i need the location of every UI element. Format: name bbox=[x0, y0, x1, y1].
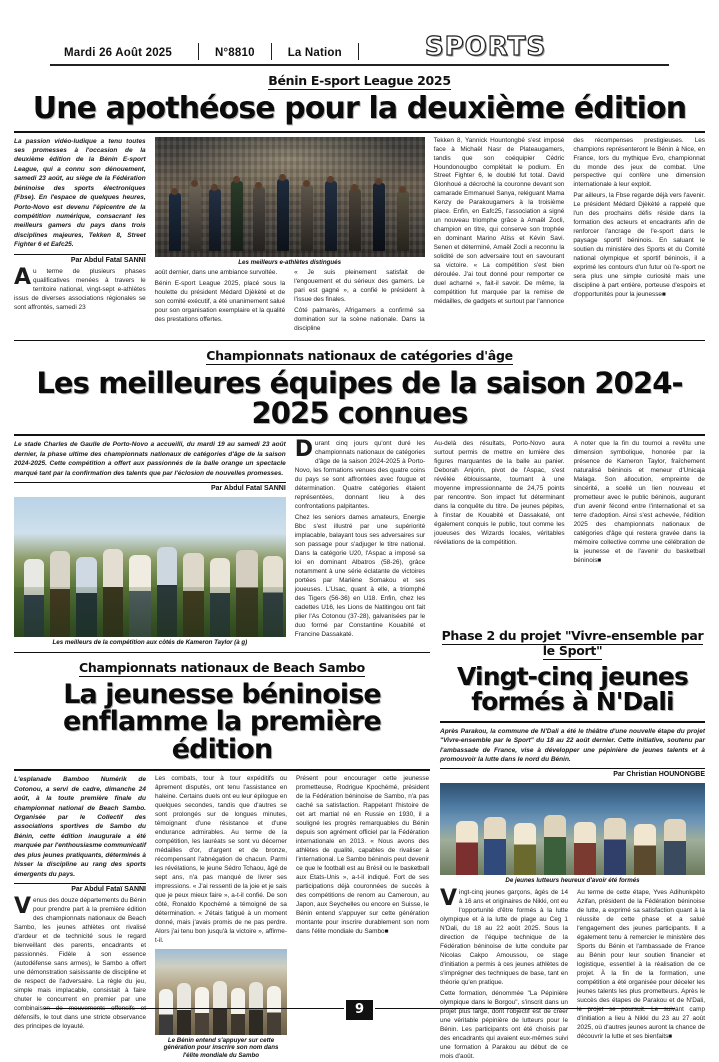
article-basket-byline: Par Abdul Fataï SANNI bbox=[14, 481, 286, 492]
article-basket-para-1: Chez les seniors dames amateurs, Energie Bbc s'est illustré par une supériorité implacable, balayant tous ses adversaires sur son passage pour s'adjuger le titre national. Dans la catégorie U20, l'Aspac a imposé sa loi en dominant Albatros (58-26), grâce notamment à une série éclatante de victoires portées par Marlène Somakou et ses joueuses. L'Usac, quant à elle, a triomphé des Tigers (56-36) en U18. Enfin, chez les cadettes U16, les Lions de Natitingou ont fait plier l'As Cotonou (37-28), galvanisées par le duo formé par Constantine Kouabité et Francine Dassakaté. bbox=[294, 514, 426, 638]
article-sambo-para-1: Les combats, tour à tour expéditifs ou âprement disputés, ont tenu l'assistance en haleine. Certains duels ont eu leur épilogue en quelques secondes, tandis que d'autres se sont prolongés sur de longues minutes, témoignant d'une résistance et d'une endurance admirables. Au terme de la compétition, les lauréats se sont vu décerner médailles d'or, d'argent et de bronze, récompensant l'abnégation de chacun. Parmi les révélations, le jeune Sédro Tchaou, âgé de sept ans, n'a pas manqué de livrer ses impressions. « J'ai ressenti de la joie et je sais que je peux mieux faire », a-t-il confié. De son côté, Ronaldo Kpochémé a témoigné de sa détermination. « J'étais fatigué à un moment donné, mais j'avais promis de ne pas perdre. Alors j'ai tenu bon jusqu'à la victoire », affirme-t-il. bbox=[155, 775, 287, 944]
article-basket-para-0: Durant cinq jours qu'ont duré les championnats nationaux de catégories d'âge de la saison 2024-2025 à Porto-Novo, les formations venues des quatre coins du pays se sont affrontées avec fougue et détermination. Quatre catégories étaient représentées, donnant lieu à des confrontations palpitantes. bbox=[294, 437, 426, 511]
article-basket bbox=[14, 340, 705, 647]
article-esport-para-1: août dernier, dans une ambiance survoltée. bbox=[154, 269, 278, 277]
article-sambo-para-0: Venus des douze départements du Bénin pour prendre part à la première édition des championnats nationaux de Beach Sambo, les jeunes athlètes ont rivalisé d'ardeur et de technicité sous le regard bienveillant des parents, encadrants et passionnés. Fidèle à son essence (autodéfense sans armes), le Sambo a offert une démonstration saisissante de discipline et de respect de l'adversaire. La règle du jeu, simple mais implacable, consistait à faire chuter le concurrent en premier par une combinaison de mouvements offensifs et défensifs, le tout dans une stricte observance des principes de loyauté. bbox=[14, 893, 147, 1030]
article-basket-para-3-lead bbox=[434, 550, 564, 559]
article-esport-chapo: La passion vidéo-ludique a tenu toutes ses promesses à l'occasion de la deuxième édition de la Bénin E-sport League, qui a connu son dénouement, samedi 23 août, au siège de la Fédération béninoise des sports électroniques (Fbse). En l'espace de quelques heures, Porto-Novo est devenu l'épicentre de la compétition numérique, consacrant les meilleurs gamers du pays dans trois disciplines majeures, Tekken 8, Street Fighter 6 et Eafc25. bbox=[14, 137, 146, 249]
article-basket-para-2: Au-delà des résultats, Porto-Novo aura surtout permis de mettre en lumière des figures marquantes de la balle au panier. Deborah Anjorin, pivot de l'Aspac, s'est révélée éblouissante, tournant à une moyenne impressionnante de 24,75 points par rencontre. Son impact fut déterminant dans la conquête du titre. De jeunes pépites, à l'instar de Kouabité et Dassakaté, ont également conquis le public, tout comme les joueuses des Wizards locales, véritables révélations de la compétition. bbox=[434, 440, 565, 546]
article-esport-para-7: Par ailleurs, la Fbse regarde déjà vers l'avenir. Le président Médard Djèkèté a rappelé que l'un des prochains défis réside dans la formation des acteurs et encadrants afin de renforcer l'ancrage de l'e-sport dans le paysage sportif béninois. En saluant le soutien du ministère des Sports et du Comité national olympique et sportif béninois, il a exprimé les contours d'un futur où l'e-sport ne sera plus une simple curiosité mais une discipline à part entière, porteuse d'espoirs et d'opportunités pour la jeunesse■ bbox=[573, 192, 706, 299]
article-basket-para-3: A noter que la fin du tournoi a revêtu une dimension symbolique, honorée par la présence de Kameron Taylor, fraîchement naturalisé béninois et meneur d'Unicaja Malaga. Son allocution, empreinte de sincérité, a scellé un lien nouveau et prometteur avec le public béninois, augurant d'un avenir fécond entre l'international et sa terre d'adoption. Ainsi s'est achevée, l'édition 2025 des championnats nationaux de catégories d'âge qui restera gravée dans la mémoire collective comme une célébration de la jeunesse et de l'avenir du basketball béninois■ bbox=[573, 440, 705, 564]
article-lutte-kicker: Phase 2 du projet "Vivre-ensemble par le Sport" bbox=[441, 627, 704, 658]
article-sambo-kicker: Championnats nationaux de Beach Sambo bbox=[79, 659, 365, 675]
article-sambo-byline: Par Abdul Fataï SANNI bbox=[14, 882, 146, 893]
article-basket-headline: Les meilleures équipes de la saison 2024-2025 connues bbox=[36, 366, 683, 430]
article-basket-body bbox=[14, 437, 705, 646]
masthead bbox=[14, 0, 705, 62]
article-lutte-para-1: Cette formation, dénommée "La Pépinière olympique dans le Borgou", s'inscrit dans un projet plus large, dont l'objectif est de créer une véritable pépinière de lutteurs pour le Bénin. Les participants ont été choisis par des encadrants qui avaient eux-mêmes suivi une formation à Parakou au début de ce mois d'août. bbox=[440, 989, 568, 1060]
article-esport-photo-caption: Les meilleurs e-athlètes distingués bbox=[238, 258, 342, 266]
article-esport-byline: Par Abdul Fataï SANNI bbox=[14, 253, 146, 264]
masthead-date: Mardi 26 Août 2025 bbox=[64, 47, 172, 59]
article-basket-kicker: Championnats nationaux de catégories d'âge bbox=[206, 348, 513, 364]
article-basket-photo bbox=[14, 497, 286, 637]
masthead-section: SPORTS bbox=[424, 32, 547, 62]
article-sambo-headline: La jeunesse béninoise enflamme la première édition bbox=[63, 678, 381, 765]
article-lutte-para-2: Au terme de cette étape, Yves Adihunkpèto Azifan, président de la Fédération béninoise de lutte, a exprimé sa satisfaction quant à la réussite de cette phase et a salué l'engagement des jeunes participants. Il a également tenu à remercier le ministère des Sports du Bénin et l'ambassade de France au Bénin pour leur soutien financier et logistique, essentiel à la réalisation de ce projet. À la fin de la formation, une compétition a été organisée pour déceler les jeunes talents les plus prometteurs. Après le succès des étapes de Parakou et de N'Dali, le projet se poursuit. Le suivant camp d'initiation a lieu à Nikki du 23 au 27 août 2025, où d'autres jeunes auront la chance de découvrir la lutte et ses bienfaits■ bbox=[577, 889, 705, 1040]
article-esport-para-6: des récompenses prestigieuses. Les champions représenteront le Bénin à Nice, en France, lors du mythique Evo, championnat du monde des jeux de combat. Une perspective qui confère une dimension internationale à leur exploit. bbox=[573, 136, 706, 189]
article-sambo-photo-caption: Le Bénin entend s'appuyer sur cette génération pour inscrire son nom dans l'élite mondiale du Sambo bbox=[163, 1036, 279, 1060]
article-sambo-photo bbox=[155, 949, 287, 1035]
masthead-publication: La Nation bbox=[287, 47, 342, 59]
article-sambo-top-rule bbox=[14, 652, 430, 653]
footer-rule-left bbox=[44, 1008, 344, 1009]
article-basket-rule bbox=[14, 434, 705, 436]
article-esport bbox=[14, 73, 705, 334]
article-esport-kicker: Bénin E-sport League 2025 bbox=[268, 73, 451, 88]
article-lutte-para-0: Vingt-cinq jeunes garçons, âgés de 14 à 16 ans et originaires de Nikki, ont eu l'opportunité d'être formés à la lutte olympique et à la lutte de plage au Ceg 1 N'Dali, du 18 au 22 août 2025. Sous la direction de l'équipe technique de la Fédération béninoise de lutte conduite par Nicolas Cakpo Amoussou, ce stage d'initiation a permis à ces jeunes athlètes de s'imprégner des techniques de base, tant en théorie qu'en pratique. bbox=[440, 886, 568, 986]
article-esport-headline: Une apothéose pour la deuxième édition bbox=[32, 91, 687, 126]
article-esport-body bbox=[14, 137, 705, 335]
footer-rule-right bbox=[375, 1008, 675, 1009]
article-esport-para-2: Bénin E-sport League 2025, placé sous la houlette du président Médard Djèkèté et de son comité exécutif, a été unanimement salué pour son organisation exemplaire et la qualité des prestations offertes. bbox=[154, 280, 286, 324]
article-lutte-photo bbox=[440, 783, 705, 875]
article-lutte-chapo: Après Parakou, la commune de N'Dali a été le théâtre d'une nouvelle étape du projet "Vivre-ensemble par le Sport" du 18 au 22 août dernier. Cette initiative, soutenu par l'ambassade de France, vise à développer une pépinière de jeunes talents et à promouvoir la lutte dans le nord du Bénin. bbox=[440, 727, 705, 763]
article-basket-top-rule bbox=[14, 340, 705, 341]
article-esport-photo bbox=[155, 137, 425, 257]
article-esport-para-4: Côté palmarès, Afrigamers a confirmé sa domination sur la scène nationale. Dans la discipline bbox=[294, 307, 425, 333]
article-sambo-rule bbox=[14, 769, 430, 771]
article-lutte-byline: Par Christian HOUNONGBE bbox=[440, 767, 705, 778]
article-lutte-photo-caption: De jeunes lutteurs heureux d'avoir été formés bbox=[505, 877, 640, 885]
article-basket-chapo: Le stade Charles de Gaulle de Porto-Novo a accueilli, du mardi 19 au samedi 23 août dernier, la phase ultime des championnats nationaux de catégories d'âge de la saison 2024-2025. Cette compétition a offert aux passionnés de la balle orange un spectacle marqué tant par la confirmation des talents que par l'éclosion de nouvelles promesses. bbox=[14, 441, 286, 477]
page-footer bbox=[0, 1000, 719, 1020]
masthead-issue-number: N°8810 bbox=[215, 47, 255, 59]
article-lutte-rule bbox=[440, 721, 705, 723]
article-esport-para-0: Au terme de plusieurs phases qualificatives menées à travers le territoire national, vingt-sept e-athlètes issus de diverses associations régionales se sont affrontés, samedi 23 bbox=[14, 264, 146, 311]
article-sambo-chapo: L'esplanade Bamboo Numérik de Cotonou, a servi de cadre, dimanche 24 août, à la toute première finale du championnat national de Beach Sambo. Organisée par le Collectif des associations sportives de Sambo du Bénin, cette édition inaugurale a été marquée par l'enthousiasme communicatif des plus jeunes pratiquants, déterminés à hisser la discipline au rang des sports émergents du pays. bbox=[14, 776, 146, 878]
article-sambo-para-2: Présent pour encourager cette jeunesse prometteuse, Rodrigue Kpochémé, président de la Fédération béninoise de Sambo, n'a pas caché sa satisfaction. Rappelant l'histoire de cet art martial né en Russie en 1930, il a souligné les progrès remarquables du Bénin depuis son agrément officiel par la Fédération internationale en 2013. « Nous avons des athlètes de qualité, capables de rivaliser à l'international. Le Sambo béninois peut devenir ce que le football est au Brésil ou le basketball aux Etats-Unis », a-t-il indiqué. Fort de ses participations déjà couronnées de succès à des compétitions de renom au Cameroun, au Japon, aux Seychelles ou encore en Suisse, le Bénin entend s'appuyer sur cette génération montante pour inscrire durablement son nom dans l'élite mondiale du Sambo■ bbox=[296, 775, 429, 935]
article-lutte-headline: Vingt-cinq jeunes formés à N'Dali bbox=[457, 661, 688, 717]
article-esport-rule bbox=[14, 131, 705, 133]
article-esport-para-3: « Je suis pleinement satisfait de l'engouement et du sérieux des gamers. Le pari est gagné », a confié le président à l'issue des finales. bbox=[294, 269, 425, 304]
article-basket-photo-caption: Les meilleurs de la compétition aux côtés de Kameron Taylor (à g) bbox=[52, 638, 248, 646]
masthead-rule bbox=[50, 64, 669, 66]
article-esport-para-5: Tekken 8, Yannick Hountongbé s'est imposé face à Michaël Nasr de Plateaugamers, tandis que son coéquipier Cédric Houndonougbo complétait le podium. En Street Fighter 6, le doublé fut total. David Glonhoué a décroché la couronne devant son camarade Emmanuel Sanya, reléguant Mama Kenzy de Parakougamers à la troisième place. Enfin, en Eafc25, l'association a signé un nouveau triomphe grâce à Amaël Zocli, champion en titre, qui conserve son trophée en dominant Marino Atiss et Kévin Savi. Senen et déterminé, Amaël Zocli a reconnu la solidité de son adversaire tout en savourant sa victoire. « La compétition s'est bien déroulée. J'ai tout donné pour remporter ce duel acharné », fait-il savoir. De même, la compétition fut marquée par la remise de médailles, de gadgets et surtout par l'annonce bbox=[433, 136, 565, 306]
page-number: 9 bbox=[346, 1000, 373, 1020]
